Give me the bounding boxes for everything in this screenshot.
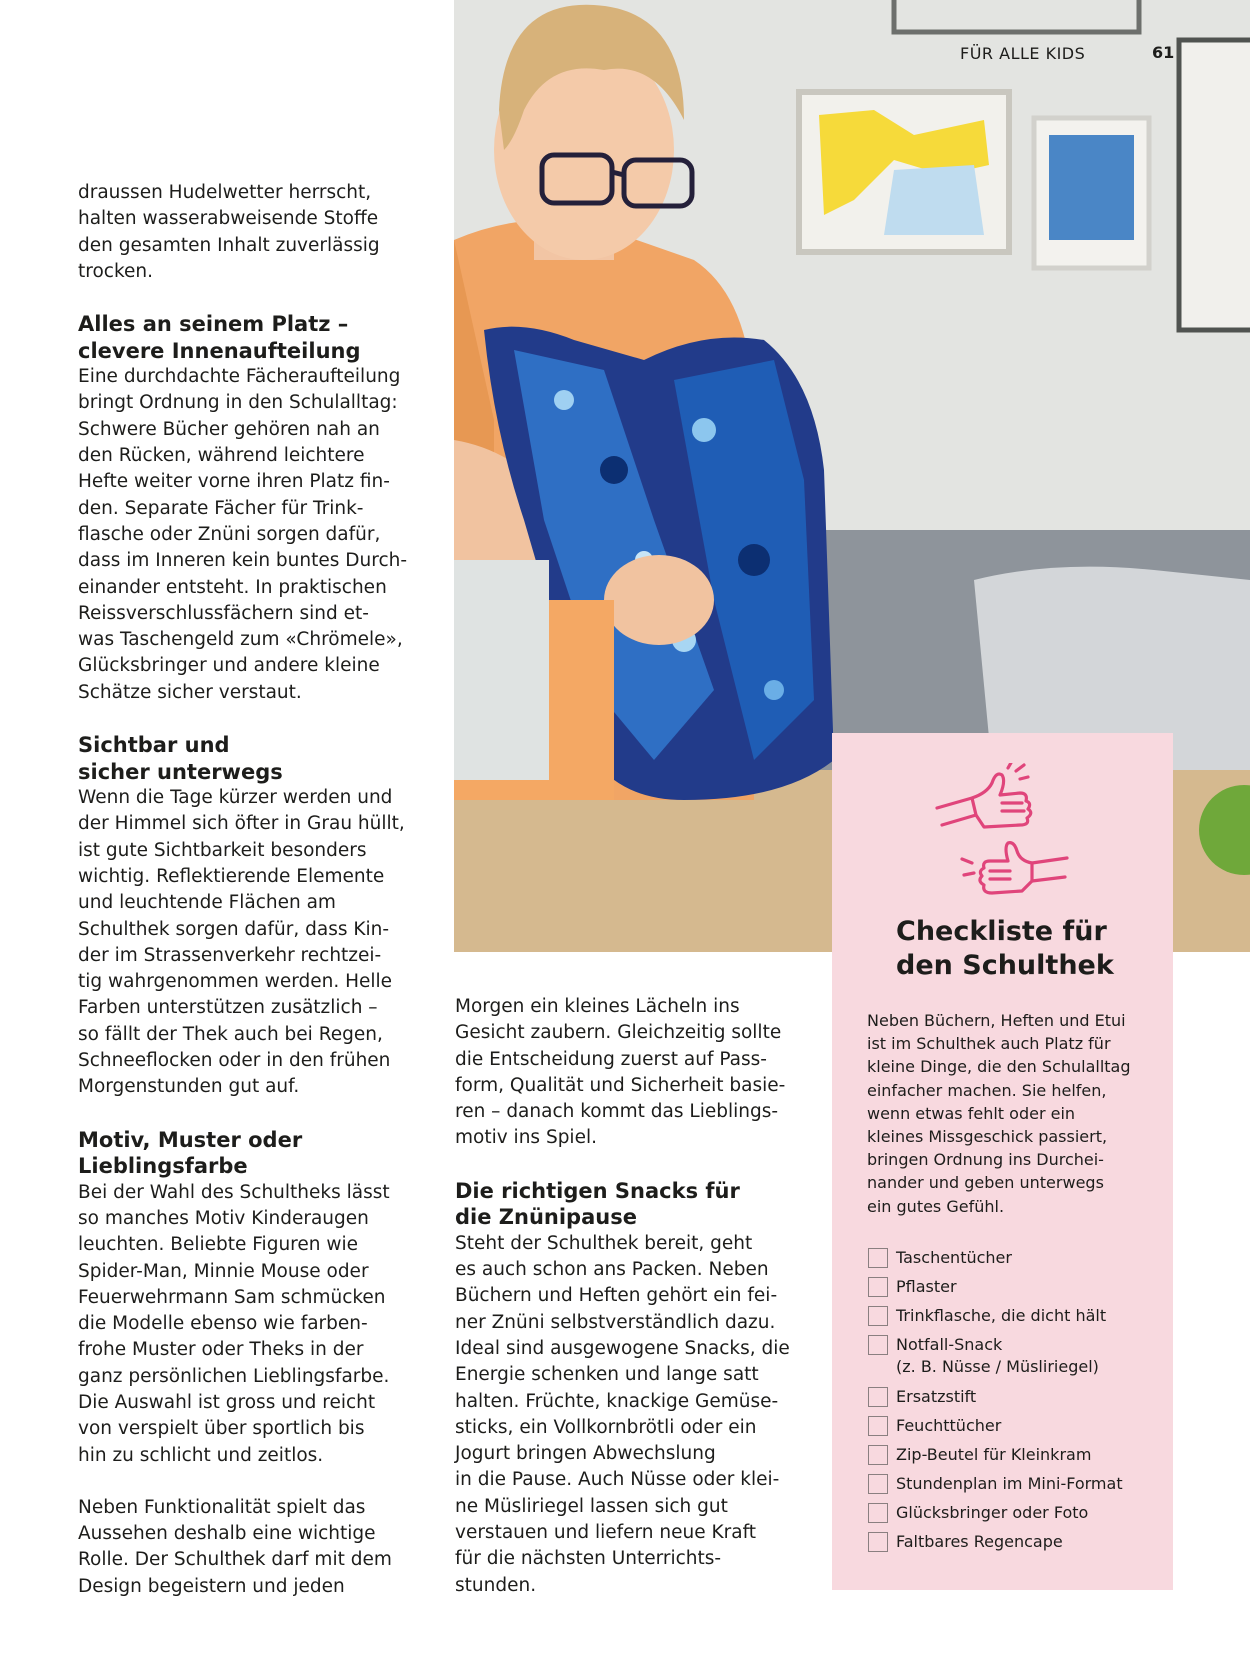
subheading: Sichtbar und sicher unterwegs — [78, 733, 283, 784]
checklist-item — [868, 1502, 1158, 1531]
subheading: Motiv, Muster oder Lieblingsfarbe — [78, 1127, 303, 1179]
checkbox[interactable] — [868, 1277, 888, 1297]
checklist-item-label: Pflaster — [896, 1277, 957, 1296]
paragraph: Wenn die Tage kürzer werden und der Himmel sich öfter in Grau hüllt, ist gute Sichtbarkeit besonders wichtig. Reflektierende Elemente und leuchtende Flächen am Schulthek sorgen dafür, dass Kin- der im Strassenverkehr rechtzei- tig wahrgenommen werden. Helle Farben unterstützen zusätzlich – so fällt der Thek auch bei Regen, Schneeflocken oder in den frühen Morgenstunden gut auf. — [78, 787, 405, 1098]
section-label: FÜR ALLE KIDS — [960, 44, 1086, 63]
subheading: Alles an seinem Platz – clevere Innenaufteilung — [78, 312, 361, 363]
checklist-item-label: Stundenplan im Mini-Format — [896, 1474, 1123, 1493]
paragraph: Eine durchdachte Fächeraufteilung bringt Ordnung in den Schulalltag: Schwere Bücher gehören nah an den Rücken, während leichtere Hefte weiter vorne ihren Platz fin- den. Separate Fächer für Trink- flasche oder Znüni sorgen dafür, dass im Inneren kein buntes Durch- einander entsteht. In praktischen Reissverschlussfächern sind et- was Taschengeld zum «Chrömele», Glücksbringer und andere kleine Schätze sicher verstaut. — [78, 366, 408, 703]
checklist-item-label: Glücksbringer oder Foto — [896, 1503, 1089, 1522]
paragraph: Morgen ein kleines Lächeln ins Gesicht zaubern. Gleichzeitig sollte die Entscheidung zuerst auf Pass- form, Qualität und Sicherheit basie- ren – danach kommt das Lieblings- motiv ins Spiel. — [455, 996, 786, 1149]
checkbox[interactable] — [868, 1387, 888, 1407]
paragraph: Steht der Schulthek bereit, geht es auch schon ans Packen. Neben Büchern und Heften gehört ein fei- ner Znüni selbstverständlich dazu. Ideal sind ausgewogene Snacks, die Energie schenken und lange satt halten. Früchte, knackige Gemüse- sticks, ein Vollkornbrötli oder ein Jogurt bringen Abwechslung in die Pause. Auch Nüsse oder klei- ne Müsliriegel lassen sich gut verstauen und liefern neue Kraft für die nächsten Unterrichts- stunden. — [455, 1232, 790, 1596]
picture-frame — [1179, 40, 1250, 330]
subheading: Die richtigen Snacks für die Znünipause — [455, 1178, 740, 1230]
checklist-title: Checkliste für den Schulthek — [896, 916, 1114, 981]
checklist-item — [868, 1531, 1158, 1560]
checklist-item-label: Faltbares Regencape — [896, 1532, 1063, 1551]
checklist-item-label: Zip-Beutel für Kleinkram — [896, 1445, 1092, 1464]
checklist-item — [868, 1415, 1158, 1444]
checklist — [868, 1247, 1158, 1560]
paragraph: draussen Hudelwetter herrscht, halten wasserabweisende Stoffe den gesamten Inhalt zuverlässig trocken. — [78, 182, 380, 282]
checklist-item-label: Taschentücher — [896, 1248, 1012, 1267]
checklist-item — [868, 1247, 1158, 1276]
paragraph: Bei der Wahl des Schultheks lässt so manches Motiv Kinderaugen leuchten. Beliebte Figuren wie Spider-Man, Minnie Mouse oder Feuerwehrmann Sam schmücken die Modelle ebenso wie farben- frohe Muster oder Theks in der ganz persönlichen Lieblingsfarbe. Die Auswahl ist gross und reicht von verspielt über sportlich bis hin zu schlicht und zeitlos. — [78, 1181, 390, 1466]
article-column-1 — [78, 180, 438, 1600]
checklist-box — [832, 733, 1173, 1590]
checkbox[interactable] — [868, 1335, 888, 1355]
checklist-item-label: Trinkflasche, die dicht hält — [896, 1306, 1107, 1325]
checklist-item — [868, 1276, 1158, 1305]
article-column-2 — [455, 994, 815, 1599]
checkbox[interactable] — [868, 1503, 888, 1523]
checkbox[interactable] — [868, 1474, 888, 1494]
checklist-item — [868, 1305, 1158, 1334]
page-number: 61 — [1152, 43, 1175, 62]
checkbox[interactable] — [868, 1306, 888, 1326]
boy-hand — [604, 555, 714, 645]
checklist-intro: Neben Büchern, Heften und Etui ist im Schulthek auch Platz für kleine Dinge, die den Schulalltag einfacher machen. Sie helfen, wenn etwas fehlt oder ein kleines Missgeschick passiert, bringen Ordnung ins Durchei- nander und geben unterwegs ein gutes Gefühl. — [867, 1011, 1131, 1216]
checklist-item — [868, 1473, 1158, 1502]
checkbox[interactable] — [868, 1445, 888, 1465]
checkbox[interactable] — [868, 1416, 888, 1436]
checklist-item-label: Ersatzstift — [896, 1387, 977, 1406]
checklist-item — [868, 1386, 1158, 1415]
checklist-item-label: Notfall-Snack (z. B. Nüsse / Müsliriegel) — [896, 1335, 1099, 1376]
thumbs-up-hands-icon — [932, 763, 1072, 903]
checklist-item-label: Feuchttücher — [896, 1416, 1002, 1435]
checklist-item — [868, 1444, 1158, 1473]
checkbox[interactable] — [868, 1532, 888, 1552]
paragraph: Neben Funktionalität spielt das Aussehen deshalb eine wichtige Rolle. Der Schulthek darf mit dem Design begeistern und jeden — [78, 1496, 392, 1597]
checklist-item — [868, 1334, 1158, 1386]
checkbox[interactable] — [868, 1248, 888, 1268]
